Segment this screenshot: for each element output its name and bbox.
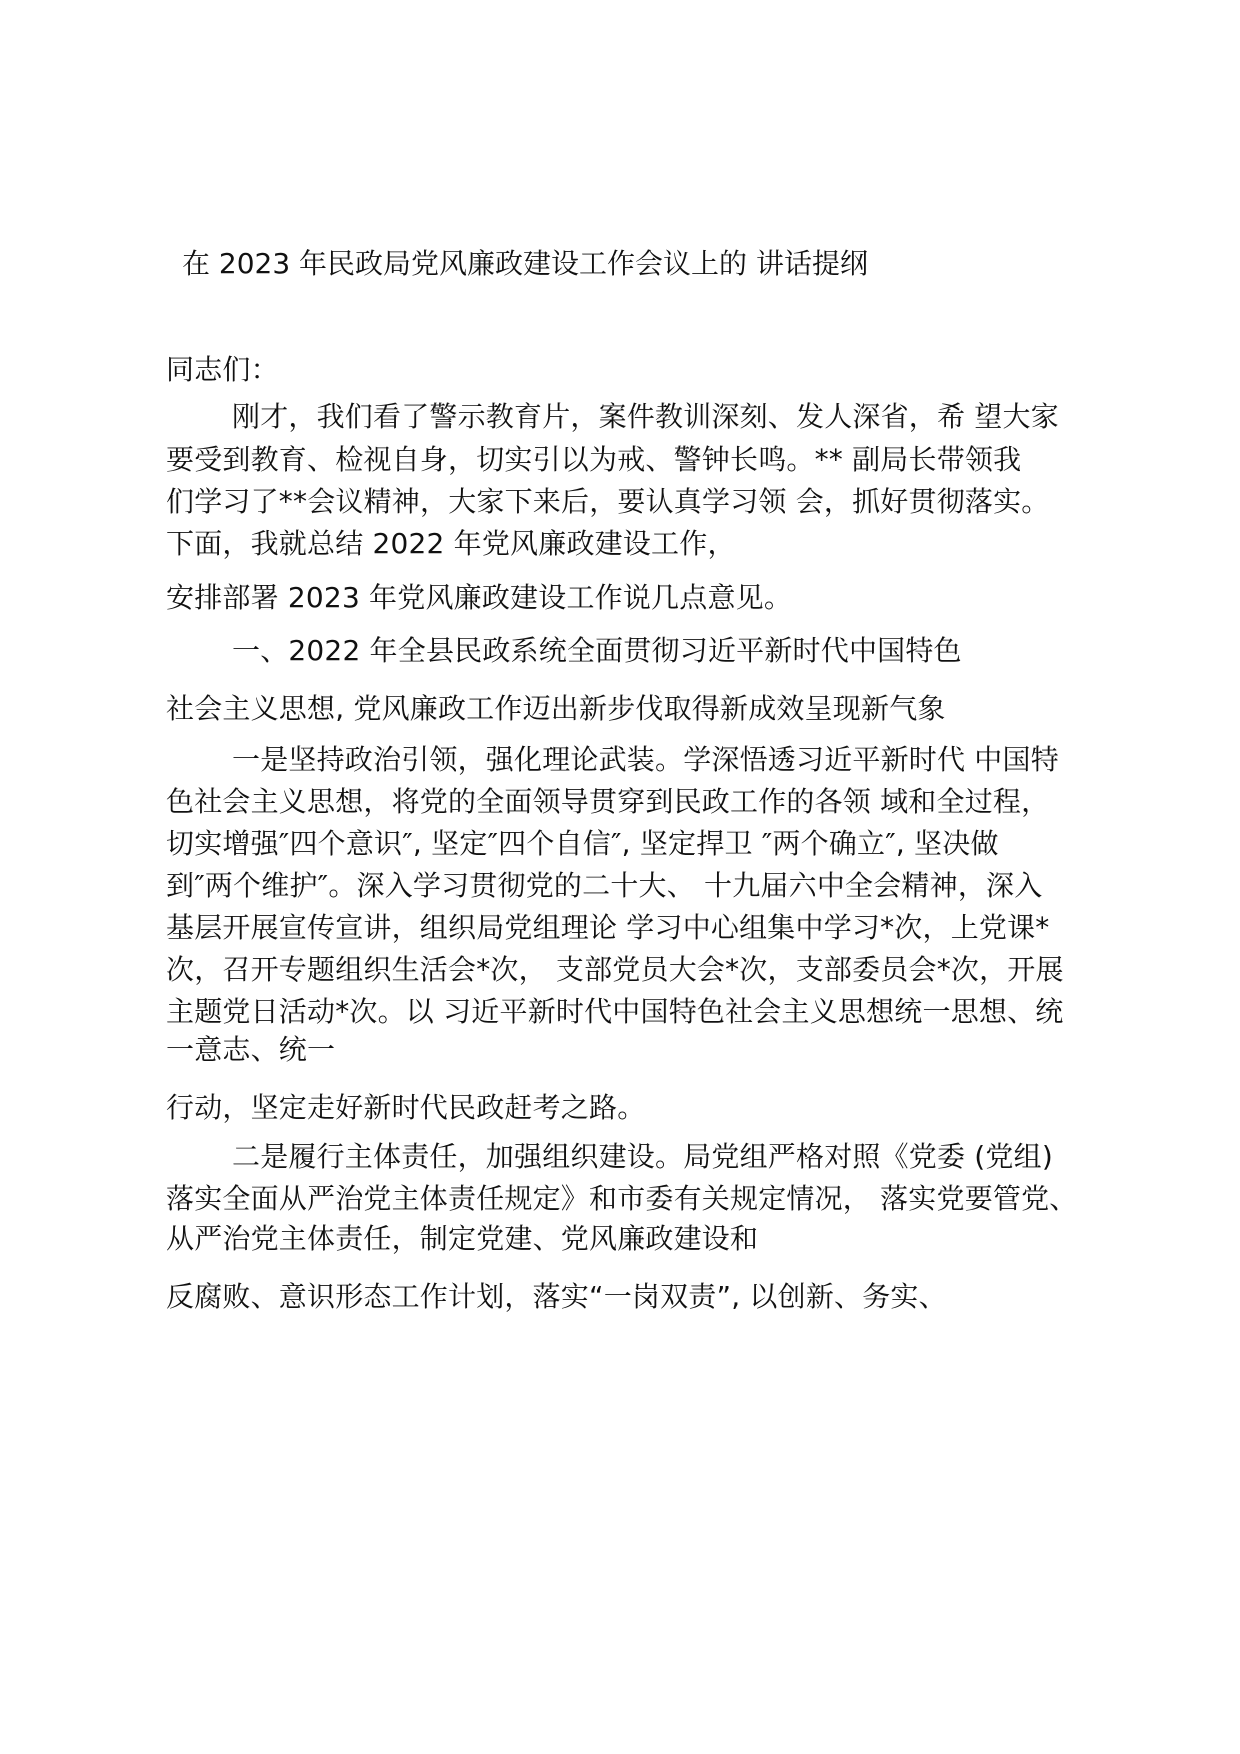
paragraph-line: 一是坚持政治引领，强化理论武装。学深悟透习近平新时代 中国特 <box>232 743 1059 776</box>
paragraph-line: 安排部署 2023 年党风廉政建设工作说几点意见。 <box>166 581 793 614</box>
paragraph-line: 切实增强″四个意识″, 坚定″四个自信″, 坚定捍卫 ″两个确立″, 坚决做 <box>166 827 999 860</box>
document-title: 在 2023 年民政局党风廉政建设工作会议上的 讲话提纲 <box>182 247 868 280</box>
paragraph-line: 一意志、统一 <box>166 1033 336 1066</box>
paragraph-line: 从严治党主体责任，制定党建、党风廉政建设和 <box>166 1222 759 1255</box>
paragraph-line: 到″两个维护″。深入学习贯彻党的二十大、 十九届六中全会精神，深入 <box>166 869 1043 902</box>
paragraph-line: 要受到教育、检视自身，切实引以为戒、警钟长鸣。** 副局长带领我 <box>166 443 1022 476</box>
paragraph-line: 次，召开专题组织生活会*次， 支部党员大会*次，支部委员会*次，开展 <box>166 953 1064 986</box>
paragraph-line: 基层开展宣传宣讲，组织局党组理论 学习中心组集中学习*次，上党课* <box>166 911 1050 944</box>
section-heading-line: 社会主义思想, 党风廉政工作迈出新步伐取得新成效呈现新气象 <box>166 692 946 725</box>
paragraph-line: 色社会主义思想，将党的全面领导贯穿到民政工作的各领 域和全过程， <box>166 785 1050 818</box>
paragraph-line: 二是履行主体责任，加强组织建设。局党组严格对照《党委 (党组) <box>232 1140 1053 1173</box>
paragraph-line: 落实全面从严治党主体责任规定》和市委有关规定情况， 落实党要管党、 <box>166 1182 1078 1215</box>
paragraph-line: 反腐败、意识形态工作计划，落实“一岗双责”, 以创新、务实、 <box>166 1280 947 1313</box>
paragraph-line: 刚才，我们看了警示教育片，案件教训深刻、发人深省，希 望大家 <box>232 400 1059 433</box>
paragraph-line: 行动，坚定走好新时代民政赶考之路。 <box>166 1091 646 1124</box>
paragraph-line: 们学习了**会议精神，大家下来后，要认真学习领 会，抓好贯彻落实。 <box>166 485 1050 518</box>
paragraph-line: 下面，我就总结 2022 年党风廉政建设工作， <box>166 527 736 560</box>
salutation: 同志们： <box>166 353 279 386</box>
section-heading-line: 一、2022 年全县民政系统全面贯彻习近平新时代中国特色 <box>232 634 962 667</box>
paragraph-line: 主题党日活动*次。以 习近平新时代中国特色社会主义思想统一思想、统 <box>166 995 1064 1028</box>
